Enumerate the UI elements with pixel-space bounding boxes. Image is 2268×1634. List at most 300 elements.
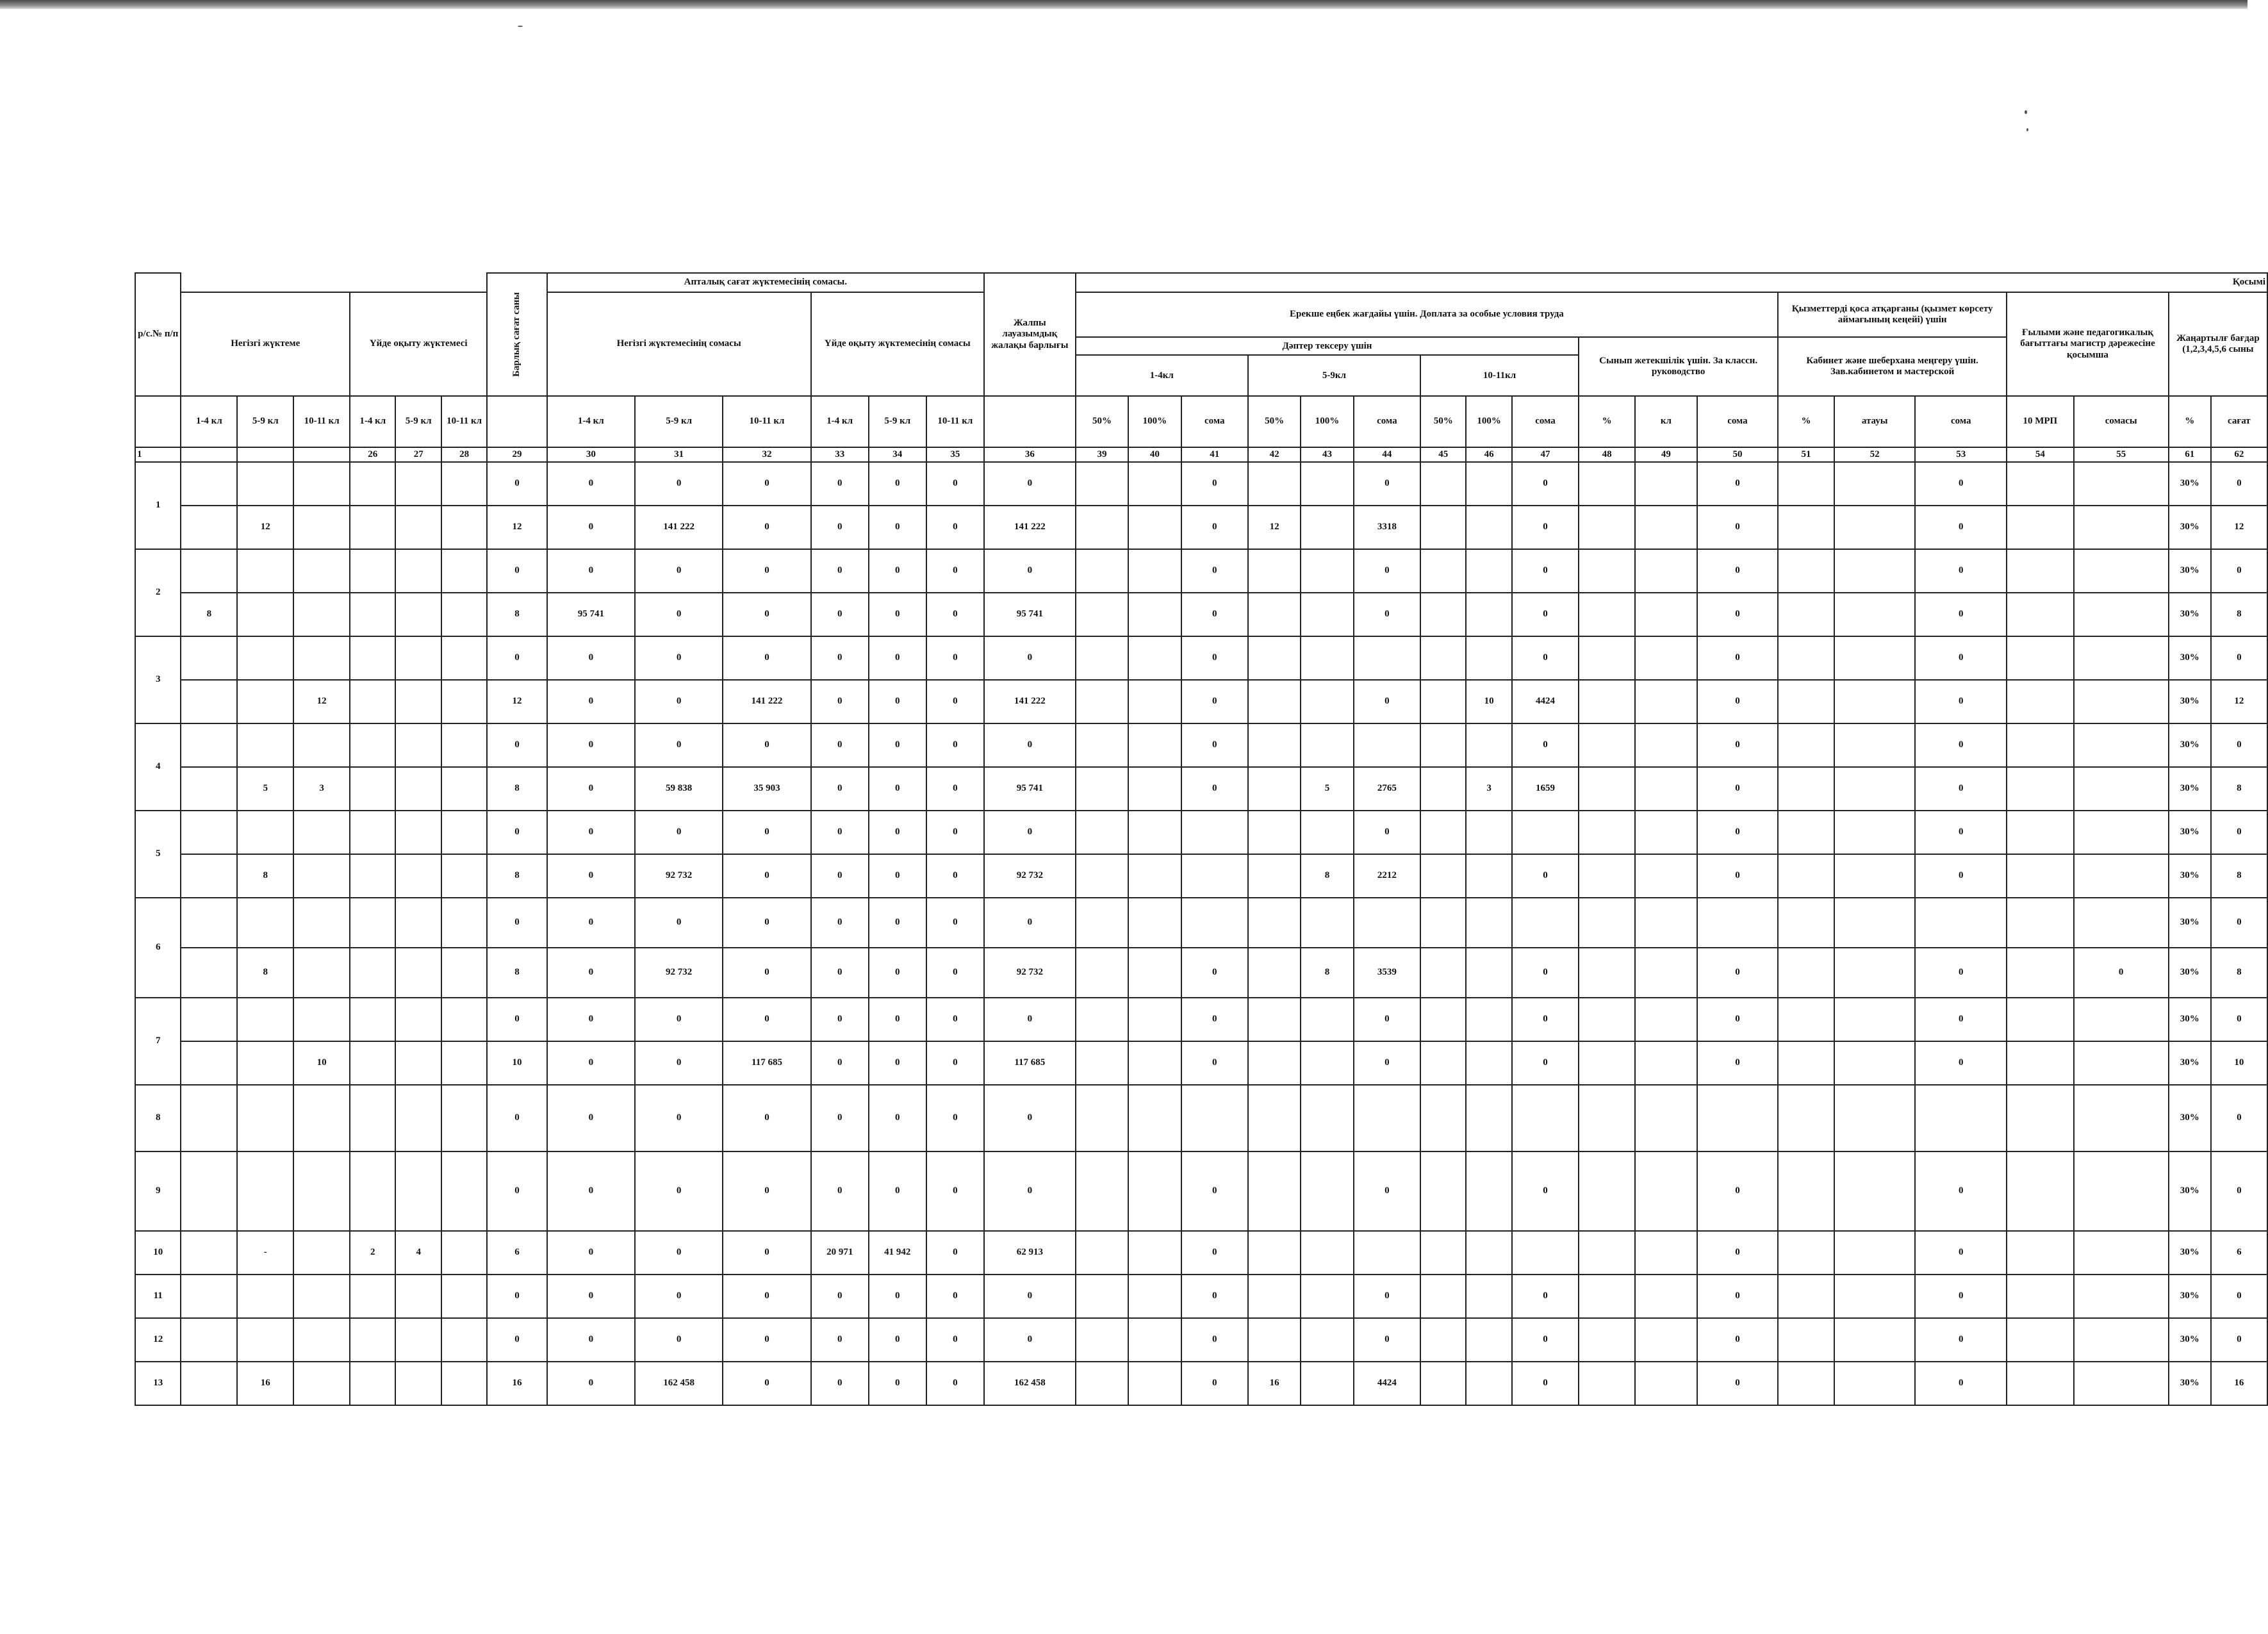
header-notebook: Дәптер тексеру үшін [1076, 338, 1578, 356]
table-cell [2074, 998, 2169, 1041]
table-cell: 0 [1512, 549, 1579, 593]
table-row [135, 1041, 2267, 1085]
table-cell: 8 [487, 767, 546, 811]
table-cell [293, 948, 350, 998]
row-number: 1 [135, 462, 181, 549]
table-cell: 0 [1512, 1041, 1579, 1085]
table-cell: 0 [869, 811, 926, 854]
table-cell: 0 [1915, 506, 2007, 549]
column-number: 50 [1697, 447, 1778, 462]
table-cell: 30% [2169, 680, 2211, 723]
table-cell: 30% [2169, 898, 2211, 948]
table-cell: 0 [547, 680, 635, 723]
table-cell [1915, 1085, 2007, 1151]
table-body [135, 462, 2267, 1405]
table-cell [441, 593, 487, 636]
table-cell: 10 [293, 1041, 350, 1085]
table-cell [1128, 636, 1181, 680]
table-cell: 0 [635, 680, 723, 723]
table-cell: 117 685 [984, 1041, 1076, 1085]
sub-home-5-9: 5-9 кл [395, 396, 441, 447]
table-cell: 8 [2211, 767, 2267, 811]
table-cell [293, 1318, 350, 1362]
table-cell [1076, 998, 1128, 1041]
table-cell [2074, 1275, 2169, 1318]
table-cell [441, 549, 487, 593]
table-cell [350, 1085, 395, 1151]
table-cell: 41 942 [869, 1231, 926, 1275]
table-cell: 0 [1181, 948, 1248, 998]
table-cell [293, 1151, 350, 1231]
table-cell [1420, 1275, 1466, 1318]
table-cell [1128, 1362, 1181, 1405]
table-cell [1579, 593, 1635, 636]
table-cell [395, 898, 441, 948]
table-cell [1181, 811, 1248, 854]
table-cell [2007, 723, 2073, 767]
table-cell: 0 [869, 680, 926, 723]
table-cell [1128, 680, 1181, 723]
table-cell [1635, 1231, 1697, 1275]
table-cell [1466, 549, 1511, 593]
table-cell: 30% [2169, 462, 2211, 506]
table-cell [395, 1151, 441, 1231]
table-cell [441, 1231, 487, 1275]
table-cell [237, 1318, 293, 1362]
table-cell [293, 723, 350, 767]
table-cell [1128, 549, 1181, 593]
header-blank [181, 273, 487, 292]
table-cell: 141 222 [984, 506, 1076, 549]
table-cell: 30% [2169, 636, 2211, 680]
table-cell [1834, 898, 1915, 948]
sub-science-mrp: 10 МРП [2007, 396, 2073, 447]
table-cell: 0 [869, 1318, 926, 1362]
table-cell [237, 811, 293, 854]
table-cell [1778, 1085, 1834, 1151]
column-number [237, 447, 293, 462]
table-cell [237, 1041, 293, 1085]
table-cell: 0 [2211, 1151, 2267, 1231]
table-cell [1420, 948, 1466, 998]
table-cell: 0 [1697, 549, 1778, 593]
table-cell [1420, 1085, 1466, 1151]
table-cell: 0 [811, 636, 869, 680]
table-cell [1420, 854, 1466, 898]
table-cell [1635, 1151, 1697, 1231]
table-cell: 0 [1697, 1318, 1778, 1362]
table-cell [2007, 1151, 2073, 1231]
table-cell: 10 [1466, 680, 1511, 723]
table-cell: 0 [926, 1151, 984, 1231]
table-cell [1076, 549, 1128, 593]
table-cell [1076, 898, 1128, 948]
table-cell [1248, 767, 1301, 811]
table-cell [2007, 680, 2073, 723]
table-cell: 141 222 [984, 680, 1076, 723]
table-cell: 0 [1181, 506, 1248, 549]
table-cell [293, 1231, 350, 1275]
table-cell: 0 [1915, 723, 2007, 767]
table-cell: 16 [487, 1362, 546, 1405]
table-cell [1181, 854, 1248, 898]
table-cell [293, 549, 350, 593]
table-cell: 0 [869, 1151, 926, 1231]
table-cell: 0 [1697, 1362, 1778, 1405]
table-cell: 0 [2211, 998, 2267, 1041]
table-cell: 0 [1181, 1275, 1248, 1318]
table-cell [1635, 854, 1697, 898]
table-cell: 0 [1915, 854, 2007, 898]
table-cell [1128, 898, 1181, 948]
table-cell: 0 [869, 506, 926, 549]
table-cell: 95 741 [984, 767, 1076, 811]
table-cell [1635, 506, 1697, 549]
table-cell: 0 [723, 506, 810, 549]
table-cell [1420, 462, 1466, 506]
table-cell [2074, 549, 2169, 593]
header-updated: Жаңартылғ бағдар (1,2,3,4,5,6 сыны [2169, 292, 2267, 396]
row-number: 4 [135, 723, 181, 811]
table-cell [2074, 506, 2169, 549]
sub-10-11: 10-11 кл [293, 396, 350, 447]
column-number: 27 [395, 447, 441, 462]
column-number: 62 [2211, 447, 2267, 462]
header-total-salary: Жалпы лауазымдық жалақы барлығы [984, 273, 1076, 396]
table-row [135, 767, 2267, 811]
table-cell: 0 [926, 680, 984, 723]
table-cell: 8 [1301, 948, 1353, 998]
table-cell: 92 732 [984, 854, 1076, 898]
table-cell: 0 [2074, 948, 2169, 998]
table-cell [1420, 723, 1466, 767]
table-cell [1248, 854, 1301, 898]
table-cell: 0 [869, 636, 926, 680]
table-cell [1834, 680, 1915, 723]
table-cell [1834, 998, 1915, 1041]
table-cell: 0 [984, 462, 1076, 506]
table-cell: 0 [926, 636, 984, 680]
sub-1-4: 1-4 кл [181, 396, 237, 447]
table-cell [395, 811, 441, 854]
table-cell [1301, 593, 1353, 636]
table-cell [1778, 998, 1834, 1041]
table-cell: 0 [1512, 998, 1579, 1041]
header-qosymsha: Қосымі [1076, 273, 2267, 292]
table-cell [350, 549, 395, 593]
table-cell: 0 [1181, 680, 1248, 723]
table-cell [181, 898, 237, 948]
table-cell [395, 723, 441, 767]
column-number: 31 [635, 447, 723, 462]
table-cell [1778, 549, 1834, 593]
sub-home-1-4: 1-4 кл [350, 396, 395, 447]
table-cell [237, 680, 293, 723]
table-cell: 0 [2211, 462, 2267, 506]
table-cell: 2212 [1354, 854, 1420, 898]
table-cell [1076, 506, 1128, 549]
table-cell: 0 [1915, 636, 2007, 680]
table-cell [2074, 636, 2169, 680]
table-cell [181, 1151, 237, 1231]
table-cell: 8 [2211, 854, 2267, 898]
table-cell: 30% [2169, 1041, 2211, 1085]
table-cell: 0 [1181, 1231, 1248, 1275]
table-cell [350, 636, 395, 680]
table-cell: 0 [487, 1085, 546, 1151]
table-cell [1301, 506, 1353, 549]
table-cell: 0 [635, 462, 723, 506]
table-cell [2007, 1362, 2073, 1405]
table-cell [1579, 1085, 1635, 1151]
table-cell [1076, 680, 1128, 723]
table-cell: 0 [1512, 854, 1579, 898]
table-cell: 0 [926, 1041, 984, 1085]
table-cell: 0 [1354, 549, 1420, 593]
table-cell [1834, 723, 1915, 767]
table-cell: 0 [984, 1085, 1076, 1151]
table-cell: 0 [1181, 1318, 1248, 1362]
column-number: 54 [2007, 447, 2073, 462]
header-class-lead: Сынып жетекшілік үшін. За классн. руководство [1579, 337, 1778, 396]
table-cell: 62 913 [984, 1231, 1076, 1275]
table-cell: 0 [635, 898, 723, 948]
table-cell [2007, 593, 2073, 636]
table-cell [1778, 948, 1834, 998]
table-cell [1248, 680, 1301, 723]
table-cell [1181, 1085, 1248, 1151]
scan-edge [0, 0, 2247, 9]
table-cell: 0 [811, 948, 869, 998]
table-cell [1301, 1318, 1353, 1362]
table-cell [1420, 636, 1466, 680]
table-cell [181, 462, 237, 506]
table-cell: 0 [1697, 1041, 1778, 1085]
sub-n14-soma: сома [1181, 396, 1248, 447]
table-cell: 0 [811, 898, 869, 948]
table-cell [1834, 1041, 1915, 1085]
table-cell: 0 [1915, 1362, 2007, 1405]
table-cell: 0 [811, 1041, 869, 1085]
table-cell [441, 680, 487, 723]
table-cell [1834, 1362, 1915, 1405]
column-number: 49 [1635, 447, 1697, 462]
header-notebook-1-4: 1-4кл [1076, 356, 1249, 395]
table-cell [237, 1151, 293, 1231]
table-cell [1635, 811, 1697, 854]
table-cell [237, 998, 293, 1041]
table-cell [350, 811, 395, 854]
table-cell: 0 [926, 1362, 984, 1405]
table-cell [1301, 1085, 1353, 1151]
table-cell [2074, 1318, 2169, 1362]
column-number: 28 [441, 447, 487, 462]
table-cell: 8 [487, 854, 546, 898]
table-cell: 0 [1697, 462, 1778, 506]
table-row [135, 506, 2267, 549]
table-cell [1512, 898, 1579, 948]
table-cell: 0 [926, 898, 984, 948]
table-cell [237, 636, 293, 680]
table-cell [1128, 854, 1181, 898]
table-cell: 30% [2169, 1231, 2211, 1275]
table-cell [1466, 723, 1511, 767]
table-cell: 3318 [1354, 506, 1420, 549]
table-row [135, 723, 2267, 767]
sub-class-soma: сома [1697, 396, 1778, 447]
column-number: 48 [1579, 447, 1635, 462]
table-cell: 0 [547, 1041, 635, 1085]
table-cell [1834, 948, 1915, 998]
table-cell: 0 [723, 1085, 810, 1151]
column-number: 34 [869, 447, 926, 462]
table-cell: 4424 [1512, 680, 1579, 723]
table-cell [395, 636, 441, 680]
table-cell: 0 [811, 811, 869, 854]
table-cell [1466, 593, 1511, 636]
table-cell: 0 [723, 1318, 810, 1362]
table-cell [1248, 811, 1301, 854]
table-cell: 0 [1512, 462, 1579, 506]
column-number: 47 [1512, 447, 1579, 462]
table-cell [293, 593, 350, 636]
table-cell: 30% [2169, 1362, 2211, 1405]
table-cell: 0 [547, 998, 635, 1041]
table-cell: 0 [635, 998, 723, 1041]
table-cell [2007, 767, 2073, 811]
table-cell [1579, 767, 1635, 811]
table-cell [1301, 1041, 1353, 1085]
table-cell [1697, 898, 1778, 948]
table-cell: 95 741 [984, 593, 1076, 636]
table-cell: 0 [869, 462, 926, 506]
table-cell [1778, 811, 1834, 854]
table-cell [1128, 767, 1181, 811]
column-number: 55 [2074, 447, 2169, 462]
table-cell: 0 [1697, 680, 1778, 723]
table-cell [1128, 1318, 1181, 1362]
table-cell [1512, 1085, 1579, 1151]
table-cell [1248, 1085, 1301, 1151]
table-cell: 0 [547, 636, 635, 680]
sub-science-somasy: сомасы [2074, 396, 2169, 447]
row-number: 13 [135, 1362, 181, 1405]
table-cell: 0 [984, 1151, 1076, 1231]
table-cell: 0 [635, 1318, 723, 1362]
table-cell [1076, 636, 1128, 680]
table-cell: 0 [926, 549, 984, 593]
table-cell: 0 [811, 506, 869, 549]
table-cell: 12 [487, 506, 546, 549]
table-row [135, 1085, 2267, 1151]
table-cell [1301, 998, 1353, 1041]
table-cell [350, 593, 395, 636]
table-cell [1354, 636, 1420, 680]
table-cell [1301, 1151, 1353, 1231]
table-cell: 0 [811, 767, 869, 811]
table-cell [350, 1041, 395, 1085]
table-cell [1635, 1041, 1697, 1085]
table-cell [1579, 506, 1635, 549]
table-cell [1076, 462, 1128, 506]
table-cell: 0 [2211, 723, 2267, 767]
table-cell: 0 [1915, 1041, 2007, 1085]
table-cell [1834, 767, 1915, 811]
table-cell [441, 811, 487, 854]
table-cell [1354, 898, 1420, 948]
table-cell: 0 [811, 462, 869, 506]
table-cell: 0 [1915, 1231, 2007, 1275]
table-cell [1076, 1041, 1128, 1085]
table-cell: 0 [1354, 1151, 1420, 1231]
column-number: 44 [1354, 447, 1420, 462]
table-cell [1834, 1151, 1915, 1231]
row-number: 11 [135, 1275, 181, 1318]
table-cell: 0 [1181, 636, 1248, 680]
table-cell: 0 [2211, 1318, 2267, 1362]
table-cell [441, 898, 487, 948]
table-cell: 0 [1697, 1151, 1778, 1231]
table-cell: 0 [1512, 723, 1579, 767]
table-cell [1579, 998, 1635, 1041]
sub-updated-percent: % [2169, 396, 2211, 447]
table-row [135, 1362, 2267, 1405]
table-cell: 0 [1512, 948, 1579, 998]
table-row [135, 898, 2267, 948]
table-cell [395, 462, 441, 506]
table-cell [350, 723, 395, 767]
table-cell [395, 948, 441, 998]
table-cell: 0 [1354, 998, 1420, 1041]
table-cell: 0 [1181, 1041, 1248, 1085]
table-cell [1466, 1275, 1511, 1318]
table-cell [1301, 1275, 1353, 1318]
table-cell [2007, 898, 2073, 948]
table-cell: 12 [2211, 680, 2267, 723]
table-cell: 0 [723, 998, 810, 1041]
table-cell [1181, 898, 1248, 948]
table-cell [1128, 1151, 1181, 1231]
table-cell [1420, 1318, 1466, 1362]
table-cell [1579, 854, 1635, 898]
table-cell: 0 [1915, 1275, 2007, 1318]
table-cell: - [237, 1231, 293, 1275]
table-cell: 30% [2169, 767, 2211, 811]
table-cell: 4 [395, 1231, 441, 1275]
sub-n59-soma: сома [1354, 396, 1420, 447]
table-cell [1778, 1318, 1834, 1362]
table-cell [395, 1362, 441, 1405]
table-cell [1466, 1151, 1511, 1231]
table-cell [181, 1231, 237, 1275]
table-cell: 30% [2169, 1275, 2211, 1318]
table-cell [1420, 506, 1466, 549]
table-cell: 0 [1354, 1318, 1420, 1362]
sub-n14-50: 50% [1076, 396, 1128, 447]
table-cell [1512, 1231, 1579, 1275]
table-cell [1512, 811, 1579, 854]
table-cell [1128, 506, 1181, 549]
scan-speck [518, 26, 523, 27]
table-cell [1834, 811, 1915, 854]
sub-cab-atauy: атауы [1834, 396, 1915, 447]
table-cell [237, 1085, 293, 1151]
table-cell [1635, 636, 1697, 680]
table-cell: 0 [1354, 680, 1420, 723]
table-cell [1301, 898, 1353, 948]
table-cell: 0 [1697, 1275, 1778, 1318]
table-row [135, 680, 2267, 723]
